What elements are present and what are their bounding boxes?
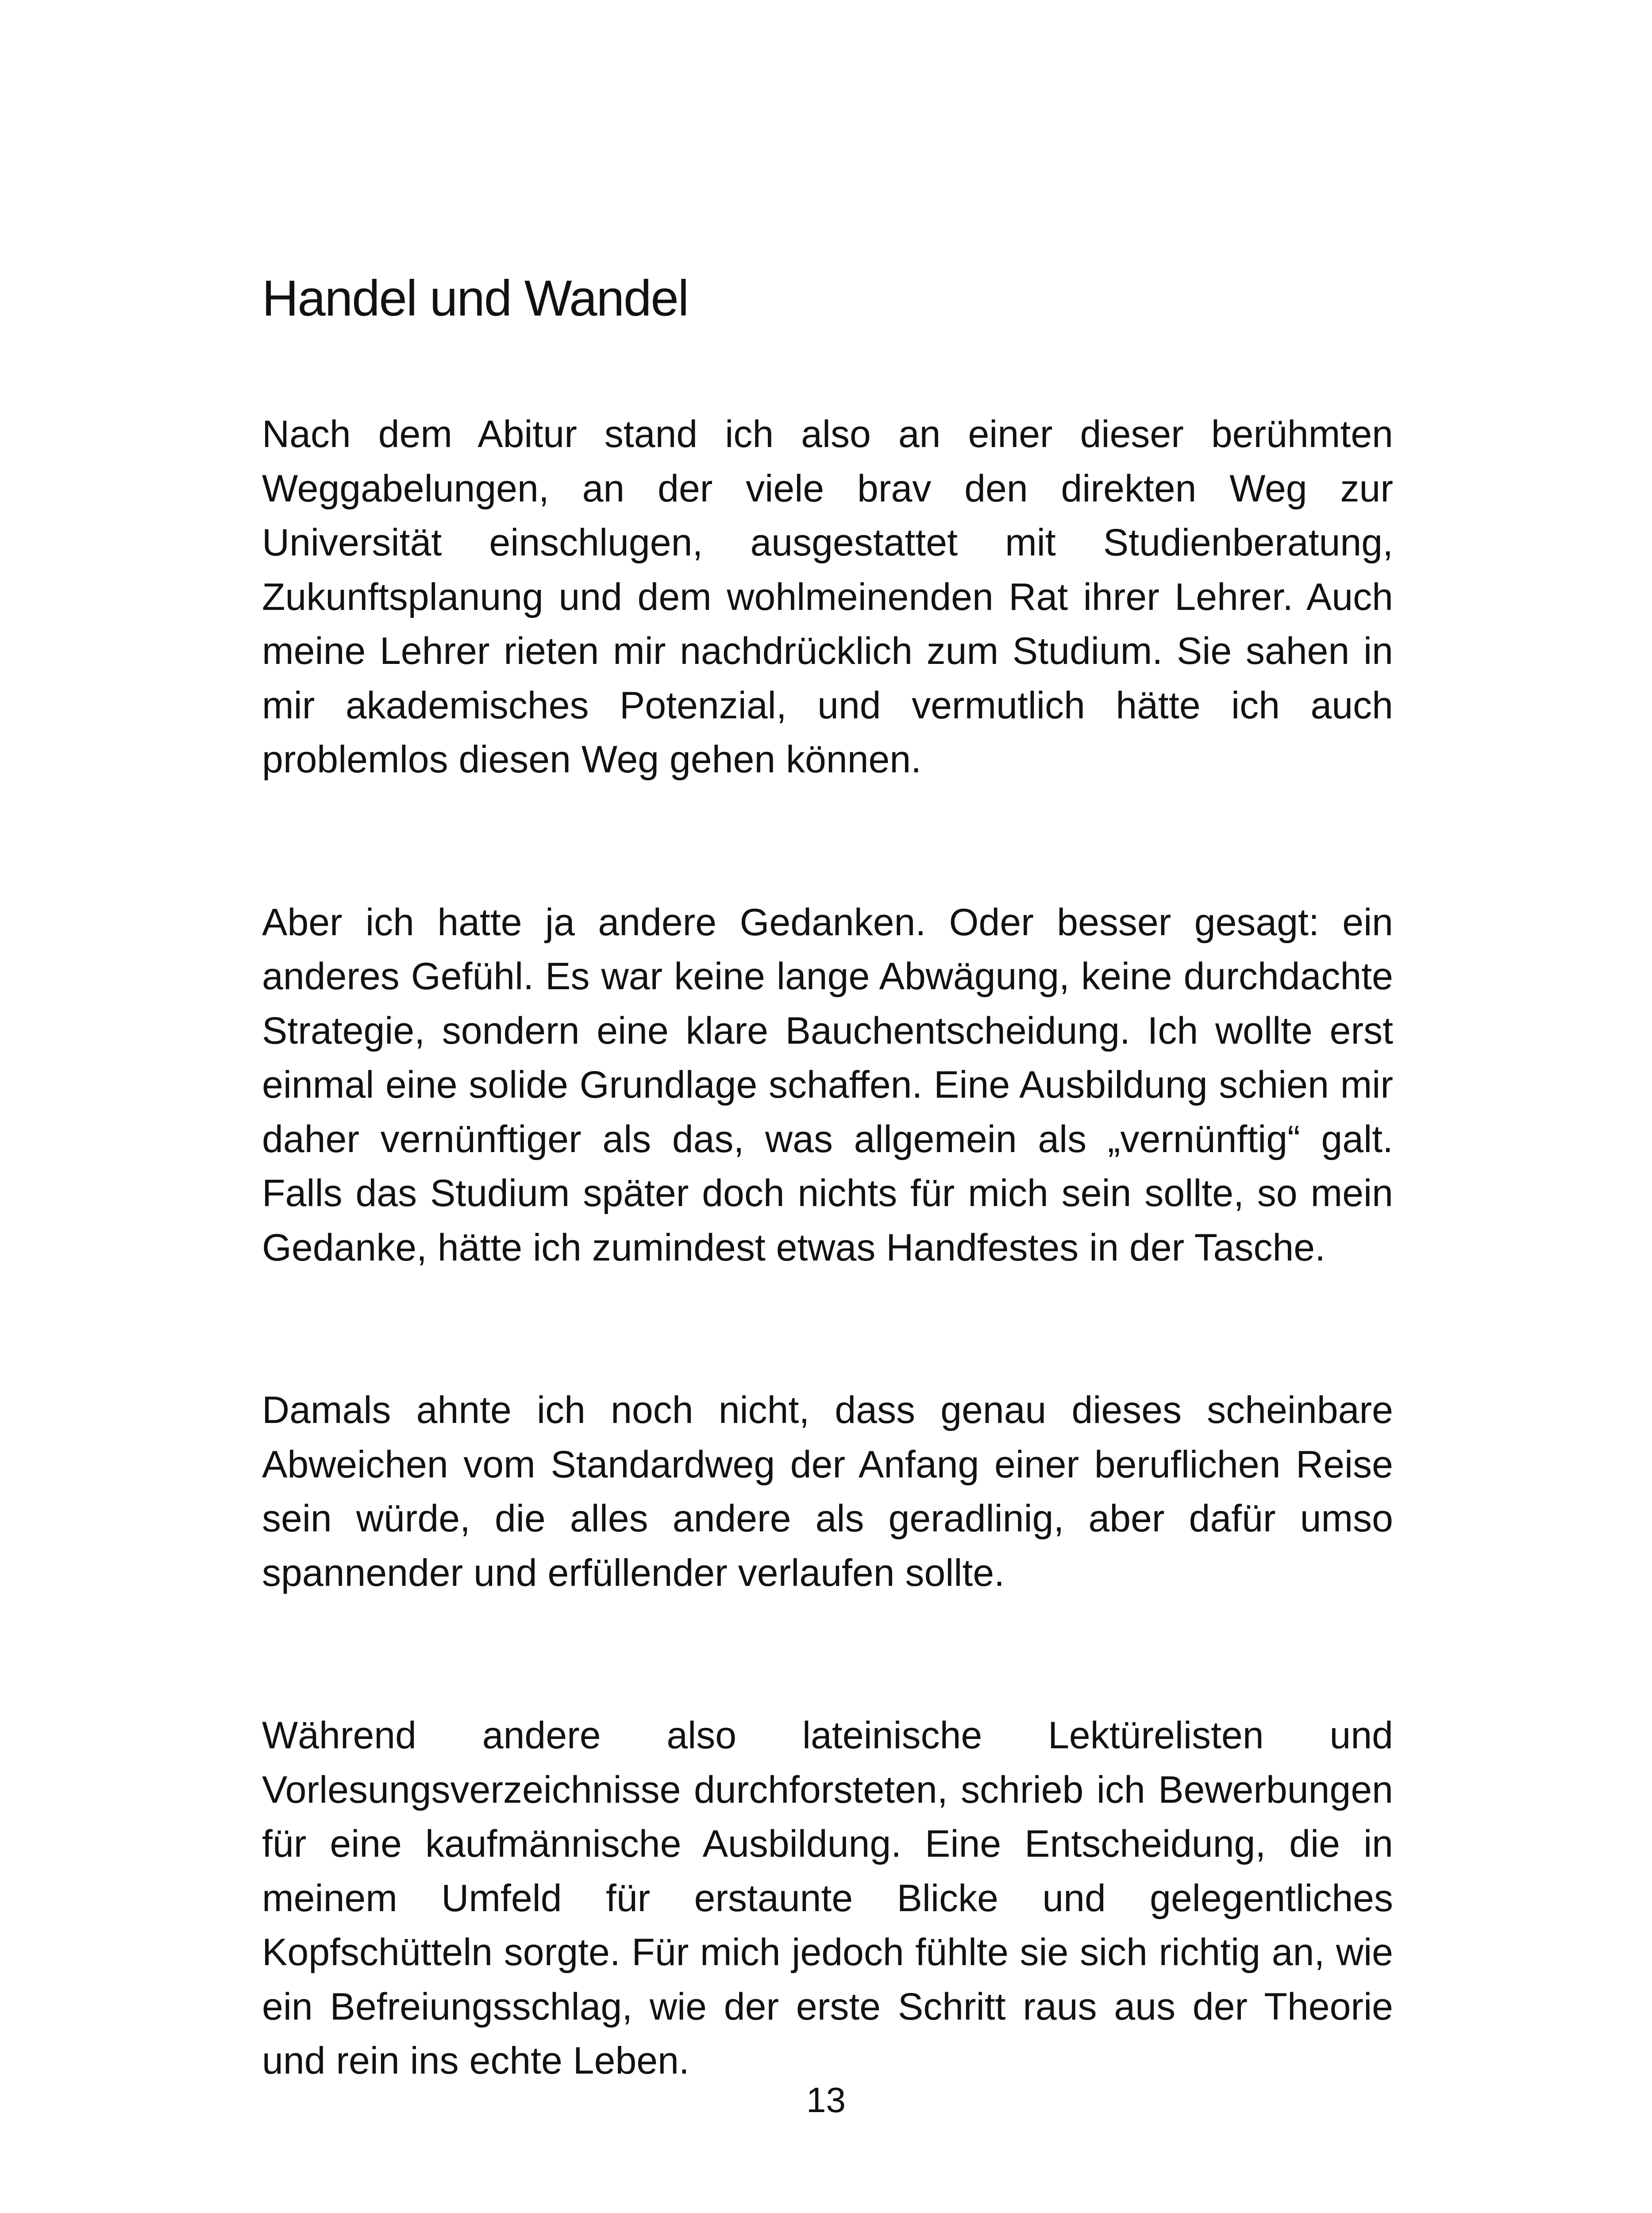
paragraph: Aber ich hatte ja andere Gedanken. Oder besser gesagt: ein anderes Gefühl. Es war keine lange Abwägung, keine durchdachte Strategie, sondern eine klare Bauchentscheidung. Ich wollte erst einmal eine solide Grundlage schaffen. Eine Ausbildung schien mir daher vernünftiger als das, was allgemein als „vernünftig“ galt. Falls das Studium später doch nichts für mich sein sollte, so mein Gedanke, hätte ich zumindest etwas Handfestes in der Tasche. — [262, 901, 1393, 1269]
paragraph: Während andere also lateinische Lektürelisten und Vorlesungsverzeichnisse durchforsteten, schrieb ich Bewerbungen für eine kaufmännische Ausbildung. Eine Entscheidung, die in meinem Umfeld für erstaunte Blicke und gelegentliches Kopfschütteln sorgte. Für mich jedoch fühlte sie sich richtig an, wie ein Befreiungsschlag, wie der erste Schritt raus aus der Theorie und rein ins echte Leben. — [262, 1714, 1393, 2082]
paragraph: Nach dem Abitur stand ich also an einer dieser berühmten Weggabelungen, an der viele brav den direkten Weg zur Universität einschlugen, ausgestattet mit Studienberatung, Zukunftsplanung und dem wohlmeinenden Rat ihrer Lehrer. Auch meine Lehrer rieten mir nachdrücklich zum Studium. Sie sahen in mir akademisches Potenzial, und vermutlich hätte ich auch problemlos diesen Weg gehen können. — [262, 413, 1393, 781]
chapter-body — [262, 407, 1393, 2088]
page-content — [262, 266, 1393, 2088]
paragraph: Damals ahnte ich noch nicht, dass genau dieses scheinbare Abweichen vom Standardweg der Anfang einer beruflichen Reise sein würde, die alles andere als geradlinig, aber dafür umso spannender und erfüllender verlaufen sollte. — [262, 1389, 1393, 1594]
chapter-title: Handel und Wandel — [262, 270, 689, 327]
page-number: 13 — [806, 2080, 846, 2120]
